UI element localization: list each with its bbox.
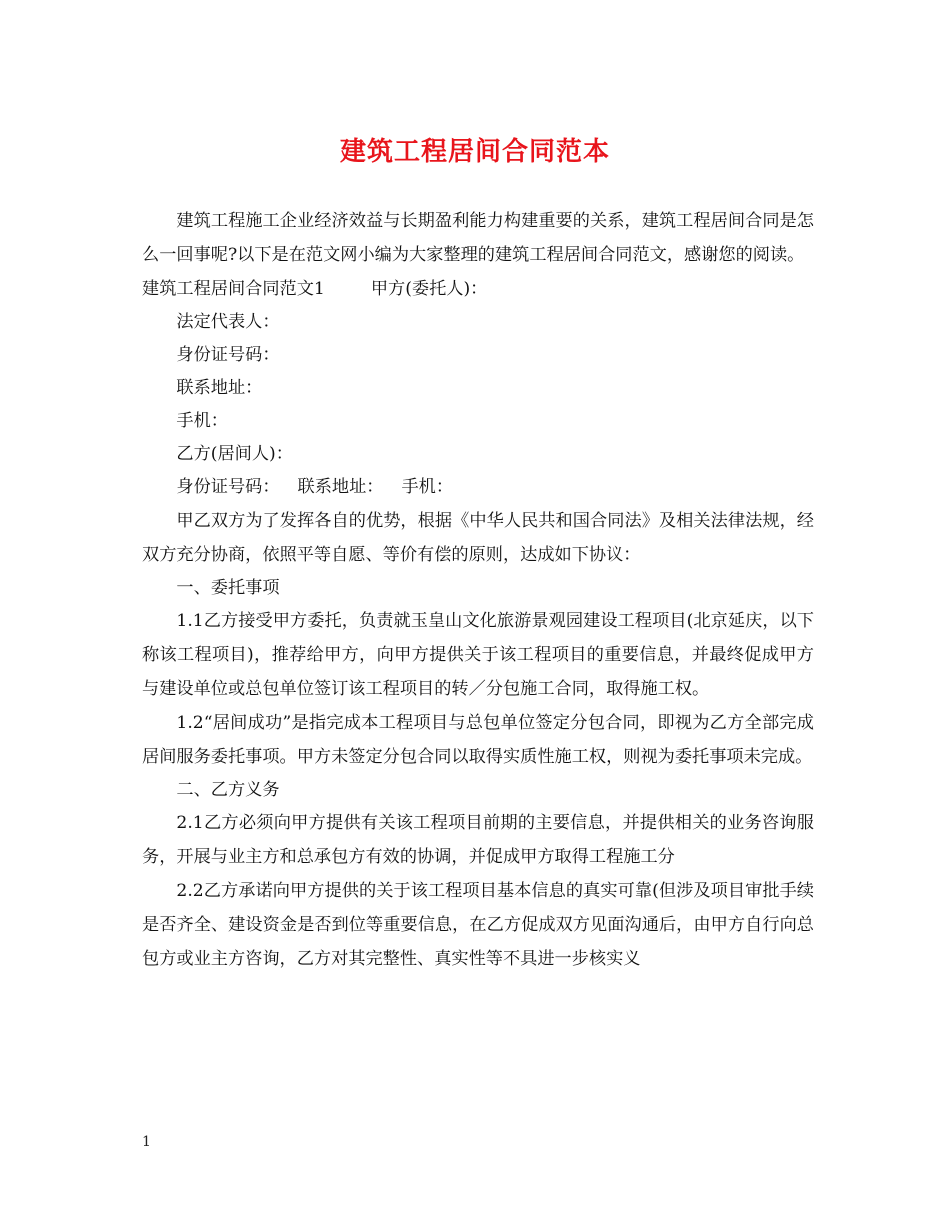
party-b-id-label: 身份证号码： [176, 477, 280, 497]
party-b-line: 乙方(居间人)： [176, 444, 293, 464]
clause-1-1: 1.1乙方接受甲方委托，负责就玉皇山文化旅游景观园建设工程项目(北京延庆，以下称该工程项目)，推荐给甲方，向甲方提供关于该工程项目的重要信息，并最终促成甲方与建设单位或总包单位签订该工程项目的转／分包施工合同，取得施工权。 [142, 611, 814, 699]
party-a-label: 甲方(委托人)： [370, 279, 488, 299]
clause-2-2: 2.2乙方承诺向甲方提供的关于该工程项目基本信息的真实可靠(但涉及项目审批手续是否齐全、建设资金是否到位等重要信息，在乙方促成双方见面沟通后，由甲方自行向总包方或业主方咨询，乙方对其完整性、真实性等不具进一步核实义 [142, 881, 814, 969]
id-number-line: 身份证号码： [176, 345, 280, 365]
address-line: 联系地址： [176, 378, 263, 398]
legal-representative-line: 法定代表人： [176, 312, 280, 332]
party-b-address-label: 联系地址： [297, 477, 384, 497]
clause-2-1: 2.1乙方必须向甲方提供有关该工程项目前期的主要信息，并提供相关的业务咨询服务，开展与业主方和总承包方有效的协调，并促成甲方取得工程施工分 [142, 813, 814, 867]
phone-line: 手机： [176, 411, 228, 431]
page-number: 1 [142, 1134, 151, 1150]
sample-heading: 建筑工程居间合同范文1 [142, 279, 325, 299]
sample-heading-line [142, 272, 814, 306]
document-body [142, 204, 814, 976]
document-title: 建筑工程居间合同范本 [339, 137, 610, 167]
section-heading-2: 二、乙方义务 [176, 780, 280, 800]
agreement-paragraph: 甲乙双方为了发挥各自的优势，根据《中华人民共和国合同法》及相关法律法规，经双方充分协商，依照平等自愿、等价有偿的原则，达成如下协议： [142, 511, 814, 565]
intro-paragraph: 建筑工程施工企业经济效益与长期盈利能力构建重要的关系，建筑工程居间合同是怎么一回事呢?以下是在范文网小编为大家整理的建筑工程居间合同范文，感谢您的阅读。 [142, 211, 814, 265]
clause-1-2: 1.2“居间成功”是指完成本工程项目与总包单位签定分包合同，即视为乙方全部完成居间服务委托事项。甲方未签定分包合同以取得实质性施工权，则视为委托事项未完成。 [142, 713, 814, 767]
party-b-details-line [142, 471, 814, 504]
section-heading-1: 一、委托事项 [176, 578, 280, 598]
party-b-phone-label: 手机： [401, 477, 454, 497]
